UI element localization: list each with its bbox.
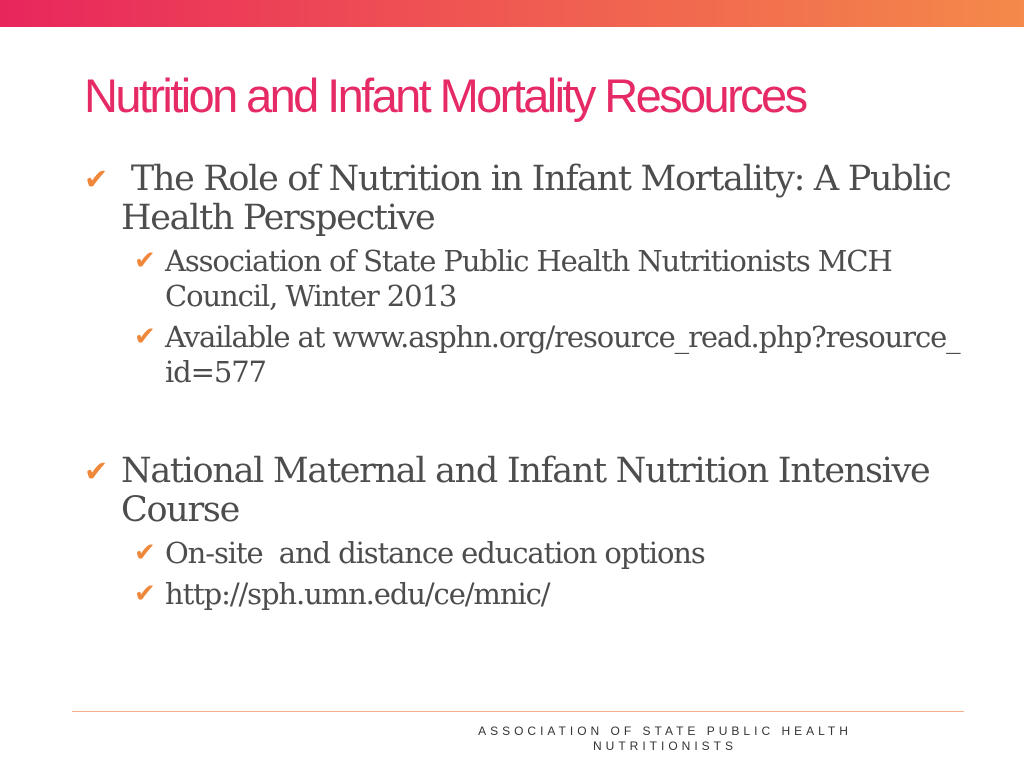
slide-content <box>84 160 964 618</box>
bullet-text: National Maternal and Infant Nutrition Intensive Course <box>121 451 930 530</box>
sub-bullet-item <box>134 244 964 314</box>
bullet-item-intensive-course <box>84 452 964 612</box>
footer-organization: ASSOCIATION OF STATE PUBLIC HEALTH NUTRITIONISTS <box>478 724 852 753</box>
sub-bullet-text: On-site and distance education options <box>165 536 705 570</box>
sub-bullet-text: Association of State Public Health Nutritionists MCH Council, Winter 2013 <box>165 244 892 313</box>
sub-bullet-item <box>134 536 964 571</box>
footer-divider <box>72 711 964 712</box>
checkmark-icon: ✔ <box>84 162 109 196</box>
top-accent-bar <box>0 0 1024 27</box>
checkmark-icon: ✔ <box>134 246 156 276</box>
sub-bullet-list <box>134 244 964 390</box>
sub-bullet-item <box>134 577 964 612</box>
checkmark-icon: ✔ <box>134 579 156 609</box>
sub-bullet-text: Available at www.asphn.org/resource_read.php?resource_id=577 <box>165 320 960 389</box>
bullet-text: The Role of Nutrition in Infant Mortality: A Public Health Perspective <box>121 159 961 238</box>
sub-bullet-text: http://sph.umn.edu/ce/mnic/ <box>165 577 550 611</box>
checkmark-icon: ✔ <box>134 322 156 352</box>
sub-bullet-item <box>134 320 964 390</box>
slide-title: Nutrition and Infant Mortality Resources <box>84 69 806 122</box>
sub-bullet-list <box>134 536 964 612</box>
bullet-item-role-of-nutrition <box>84 160 964 390</box>
bullet-list <box>84 160 964 612</box>
checkmark-icon: ✔ <box>84 454 109 488</box>
checkmark-icon: ✔ <box>134 538 156 568</box>
